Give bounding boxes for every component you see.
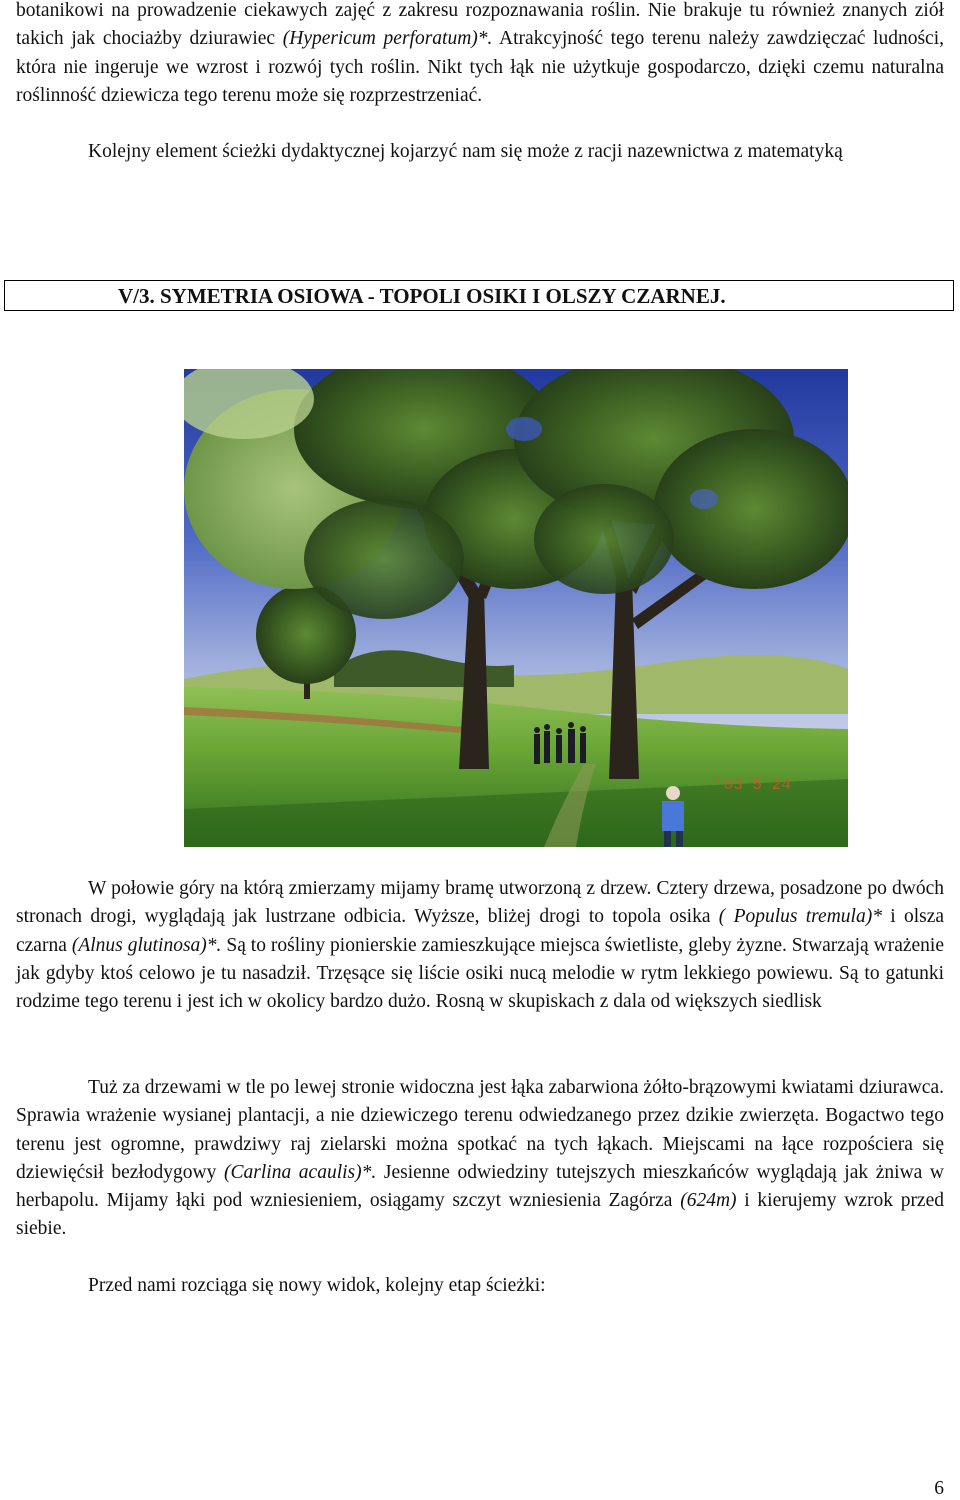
photo-date-stamp: '03 5 24	[714, 776, 791, 794]
trees-photo-illustration	[184, 369, 848, 847]
body-text-b: i olsza czarna	[16, 906, 945, 956]
altitude-value: (624m)	[680, 1190, 737, 1212]
body-text-c: Są to rośliny pionierskie zamieszkujące miejsca świetliste, gleby żyzne. Stwarzają wrażenie jak gdyby ktoś celowo je tu nasadził. Trzęsące się liście osiki nucą melodie w rytm lekkiego powiewu. Są to gatunki rodzime tego terenu i jest ich w okolicy bardzo dużo. Rosną w skupiskach z dala od większych siedlisk	[16, 934, 945, 1013]
body-text-a: W połowie góry na którą zmierzamy mijamy bramę utworzoną z drzew. Cztery drzewa, posadzone po dwóch stronach drogi, wyglądają jak lustrzane odbicia. Wyższe, bliżej drogi to topola osika	[16, 878, 944, 928]
latin-name-alnus: (Alnus glutinosa)*.	[71, 934, 222, 956]
meadow-text-a: Tuż za drzewami w tle po lewej stronie widoczna jest łąka zabarwiona żółto-brązowymi kwiatami dziurawca. Sprawia wrażenie wysianej plantacji, a nie dziewiczego terenu odwiedzanego przez dzikie zwierzęta. Bogactwo tego terenu jest ogromne, prawdziwy raj zielarski można spotkać na tych łąkach. Miejscami na łące rozpościera się dziewięćsił bezłodygowy	[16, 1077, 944, 1183]
transition-paragraph: Kolejny element ścieżki dydaktycznej kojarzyć nam się może z racji nazewnictwa z matematyką	[88, 141, 843, 162]
latin-name-hypericum: (Hypericum perforatum)*.	[282, 28, 493, 50]
trees-photo	[184, 369, 848, 847]
section-heading: V/3. SYMETRIA OSIOWA - TOPOLI OSIKI I OLSZY CZARNEJ.	[118, 284, 726, 308]
meadow-text-c: i kierujemy wzrok przed siebie.	[16, 1190, 944, 1240]
latin-name-carlina: (Carlina acaulis)*.	[224, 1161, 377, 1183]
intro-paragraph	[16, 0, 944, 110]
gate-of-trees-paragraph	[16, 875, 944, 1016]
latin-name-populus: ( Populus tremula)*	[718, 906, 882, 928]
next-stage-paragraph: Przed nami rozciąga się nowy widok, kolejny etap ścieżki:	[88, 1275, 546, 1296]
page-number: 6	[934, 1478, 944, 1499]
meadow-text-b: Jesienne odwiedziny tutejszych mieszkańców wyglądają jak żniwa w herbapolu. Mijamy łąki pod wzniesieniem, osiągamy szczyt wzniesienia Zagórza	[16, 1161, 945, 1212]
meadow-paragraph	[16, 1074, 944, 1244]
intro-text-a: botanikowi na prowadzenie ciekawych zajęć z zakresu rozpoznawania roślin. Nie brakuje tu również znanych ziół takich jak chociażby dziurawiec	[16, 0, 944, 50]
intro-text-b: Atrakcyjność tego terenu należy zawdzięczać ludności, która nie ingeruje we wzrost i rozwój tych roślin. Nikt tych łąk nie użytkuje gospodarczo, dzięki czemu naturalna roślinność dziewicza tego terenu może się rozprzestrzeniać.	[16, 28, 945, 106]
section-heading-box	[4, 280, 954, 311]
